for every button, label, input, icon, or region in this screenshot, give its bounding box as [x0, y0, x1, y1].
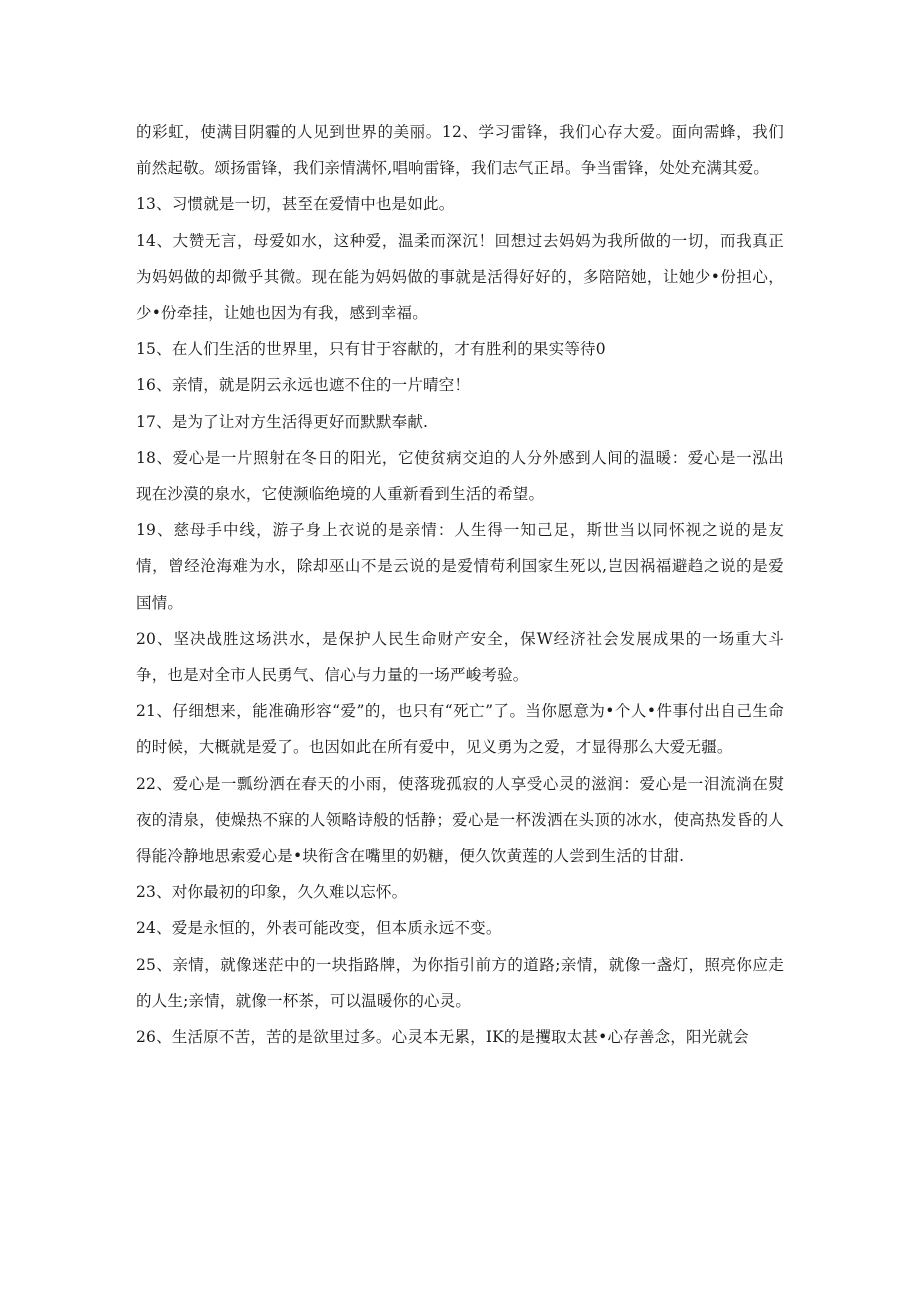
paragraph-15: 15、在人们生活的世界里，只有甘于容献的，才有胜利的果实等待0 — [136, 340, 606, 359]
paragraph-25: 25、亲情，就像迷茫中的一块指路牌，为你指引前方的道路;亲情，就像一盏灯，照亮你应走的人生;亲情，就像一杯茶，可以温暖你的心灵。 — [136, 955, 784, 1010]
paragraph-20: 20、坚决战胜这场洪水，是保护人民生命财产安全，保W经济社会发展成果的一场重大斗争，也是对全市人民勇气、信心与力量的一场严峻考验。 — [136, 629, 784, 685]
paragraph-21: 21、仔细想来，能准确形容“爱”的，也只有“死亡”了。当你愿意为•个人•件事付出自己生命的时候，大概就是爱了。也因如此在所有爱中，见义勇为之爱，才显得那么大爱无疆。 — [136, 702, 784, 757]
document-body — [136, 114, 784, 1055]
paragraph-26: 26、生活原不苦，苦的是欲里过多。心灵本无累，IK的是攫取太甚•心存善念，阳光就会 — [136, 1028, 749, 1047]
paragraph-17: 17、是为了让对方生活得更好而默默奉献. — [136, 412, 429, 431]
paragraph-14: 14、大赞无言，母爱如水，这种爱，温柔而深沉！回想过去妈妈为我所做的一切，而我真正为妈妈做的却微乎其微。现在能为妈妈做的事就是活得好好的，多陪陪她，让她少•份担心，少•份牵挂，让她也因为有我，感到幸福。 — [136, 231, 784, 323]
paragraph-22: 22、爱心是一瓢纷洒在春天的小雨，使落珑孤寂的人享受心灵的滋润：爱心是一泪流淌在熨夜的清泉，使燥热不寐的人领略诗般的恬静；爱心是一杯泼洒在头顶的冰水，使高热发昏的人得能冷静地思索爱心是•块衔含在嘴里的奶糖，便久饮黄莲的人尝到生活的甘甜. — [136, 774, 784, 866]
paragraph-18: 18、爱心是一片照射在冬日的阳光，它使贫病交迫的人分外感到人间的温暖：爱心是一泓出现在沙漠的泉水，它使濒临绝境的人重新看到生活的希望。 — [136, 448, 784, 504]
paragraph-16: 16、亲情，就是阴云永远也遮不住的一片晴空！ — [136, 376, 471, 395]
paragraph-13: 13、习惯就是一切，甚至在爱情中也是如此。 — [136, 195, 455, 214]
paragraph-continuation-12: 的彩虹，使满目阴霾的人见到世界的美丽。12、学习雷锋，我们心存大爱。面向需蜂，我们前然起敬。颂扬雷锋，我们亲情满怀,唱响雷锋，我们志气正昂。争当雷锋，处处充满其爱。 — [136, 123, 784, 178]
paragraph-23: 23、对你最初的印象，久久难以忘怀。 — [136, 883, 408, 902]
paragraph-19: 19、慈母手中线，游子身上衣说的是亲情：人生得一知己足，斯世当以同怀视之说的是友情，曾经沧海难为水，除却巫山不是云说的是爱情苟利国家生死以,岂因祸福避趋之说的是爱国情。 — [136, 521, 784, 612]
paragraph-24: 24、爱是永恒的，外表可能改变，但本质永远不变。 — [136, 919, 502, 938]
